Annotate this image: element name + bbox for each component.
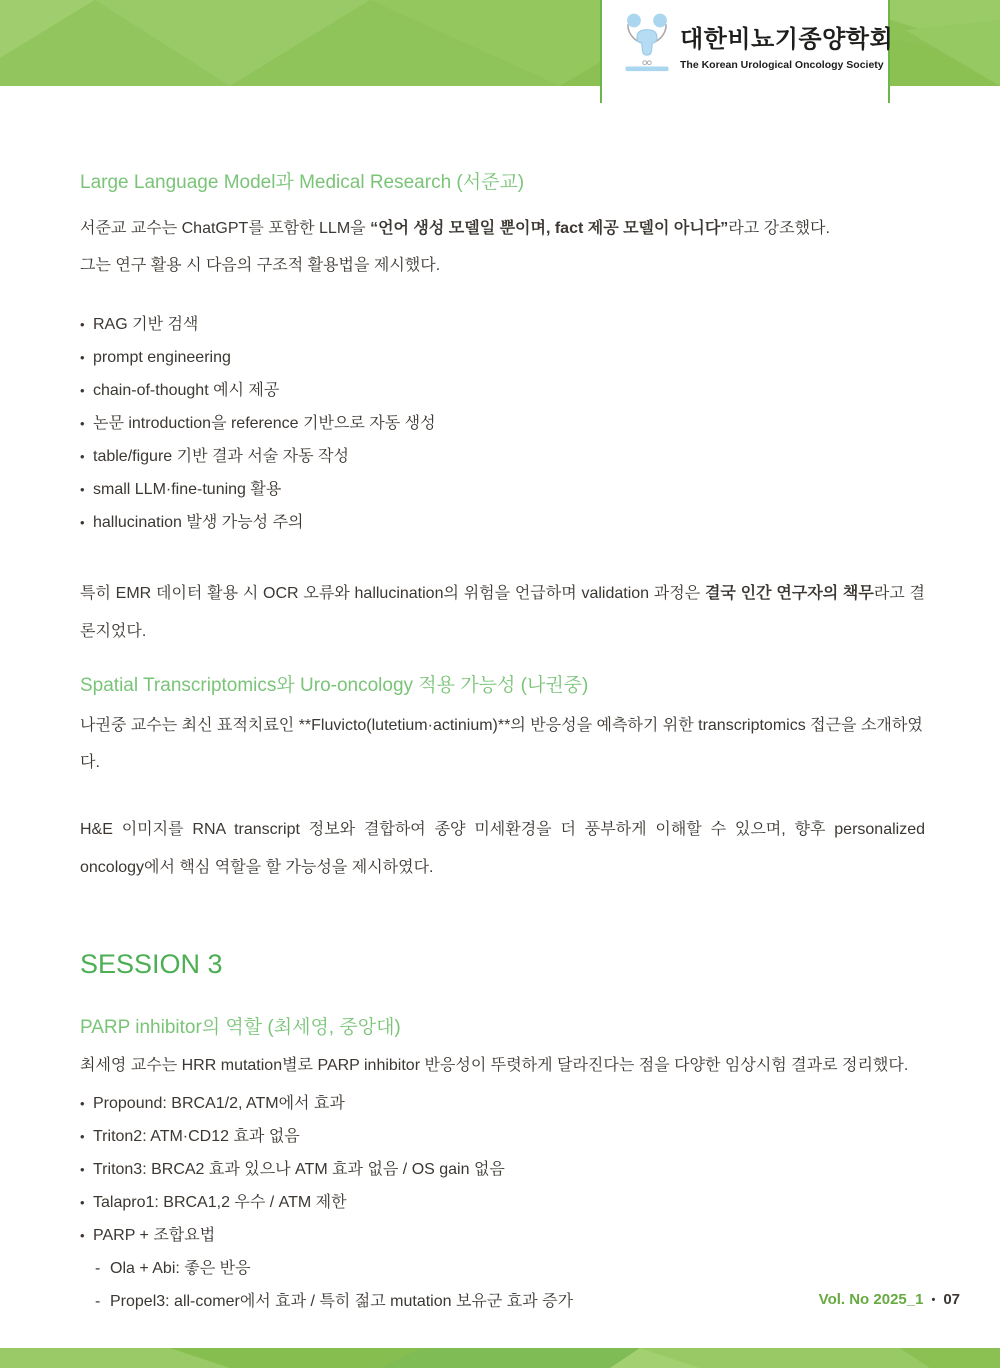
page-content — [80, 86, 925, 1318]
llm-intro2-paragraph: 그는 연구 활용 시 다음의 구조적 활용법을 제시했다. — [80, 257, 441, 274]
list-item: • PARP + 조합요법 — [80, 1219, 925, 1252]
footer-separator-dot: • — [931, 1293, 936, 1306]
list-item: • chain-of-thought 예시 제공 — [80, 374, 925, 407]
sub-list-item: - Ola + Abi: 좋은 반응 — [80, 1252, 925, 1285]
page-number: 07 — [943, 1291, 960, 1308]
spatial-paragraph-1: 나권중 교수는 최신 표적치료인 **Fluvicto(lutetium·actinium)**의 반응성을 예측하기 위한 transcriptomics 접근을 소개하였다. — [80, 717, 923, 771]
section-heading-llm: Large Language Model과 Medical Research (서준교) — [80, 172, 525, 193]
list-item: • Talapro1: BRCA1,2 우수 / ATM 제한 — [80, 1186, 925, 1219]
page-footer — [819, 1291, 960, 1308]
spatial-paragraph-2: H&E 이미지를 RNA transcript 정보와 결합하여 종양 미세환경을 더 풍부하게 이해할 수 있으며, 향후 personalized oncology에서 핵심 역할을 할 가능성을 제시하였다. — [80, 821, 925, 876]
list-item: • 논문 introduction을 reference 기반으로 자동 생성 — [80, 407, 925, 440]
society-name-korean: 대한비뇨기종양학회 — [680, 25, 894, 53]
parp-intro-paragraph: 최세영 교수는 HRR mutation별로 PARP inhibitor 반응성이 뚜렷하게 달라진다는 점을 다양한 임상시험 결과로 정리했다. — [80, 1057, 909, 1074]
llm-closing-bold: 결국 인간 연구자의 책무 — [704, 585, 874, 602]
section-heading-parp: PARP inhibitor의 역할 (최세영, 중앙대) — [80, 1017, 401, 1038]
list-item: • small LLM·fine-tuning 활용 — [80, 473, 925, 506]
bottom-band — [0, 1348, 1000, 1368]
society-logo-text — [680, 19, 893, 71]
llm-intro-suffix: 라고 강조했다. — [728, 220, 830, 237]
list-item: • Propound: BRCA1/2, ATM에서 효과 — [80, 1087, 925, 1120]
section-heading-spatial: Spatial Transcriptomics와 Uro-oncology 적용 가능성 (나권중) — [80, 675, 589, 696]
session3-title: SESSION 3 — [80, 949, 223, 979]
llm-intro-prefix: 서준교 교수는 ChatGPT를 포함한 LLM을 — [80, 220, 371, 237]
llm-intro-paragraph — [80, 210, 925, 247]
llm-bullet-list — [80, 308, 925, 539]
volume-label: Vol. No 2025_1 — [818, 1291, 924, 1308]
list-item: • hallucination 발생 가능성 주의 — [80, 506, 925, 539]
llm-closing-prefix: 특히 EMR 데이터 활용 시 OCR 오류와 hallucination의 위험을 언급하며 validation 과정은 — [80, 585, 705, 602]
bottom-band-pattern — [0, 1348, 1000, 1368]
llm-closing-suffix: 라고 결론지었다. — [80, 585, 925, 640]
parp-bullet-list — [80, 1087, 925, 1318]
urology-mascot-icon — [624, 12, 670, 77]
list-item: • RAG 기반 검색 — [80, 308, 925, 341]
list-item: • Triton3: BRCA2 효과 있으나 ATM 효과 없음 / OS gain 없음 — [80, 1153, 925, 1186]
list-item: • Triton2: ATM·CD12 효과 없음 — [80, 1120, 925, 1153]
sub-list-item: - Propel3: all-comer에서 효과 / 특히 젊고 mutation 보유군 효과 증가 — [80, 1285, 925, 1318]
llm-intro-bold: “언어 생성 모델일 뿐이며, fact 제공 모델이 아니다” — [370, 220, 729, 237]
list-item: • prompt engineering — [80, 341, 925, 374]
llm-closing-paragraph — [80, 575, 925, 651]
list-item: • table/figure 기반 결과 서술 자동 작성 — [80, 440, 925, 473]
society-name-english: The Korean Urological Oncology Society — [680, 58, 884, 71]
